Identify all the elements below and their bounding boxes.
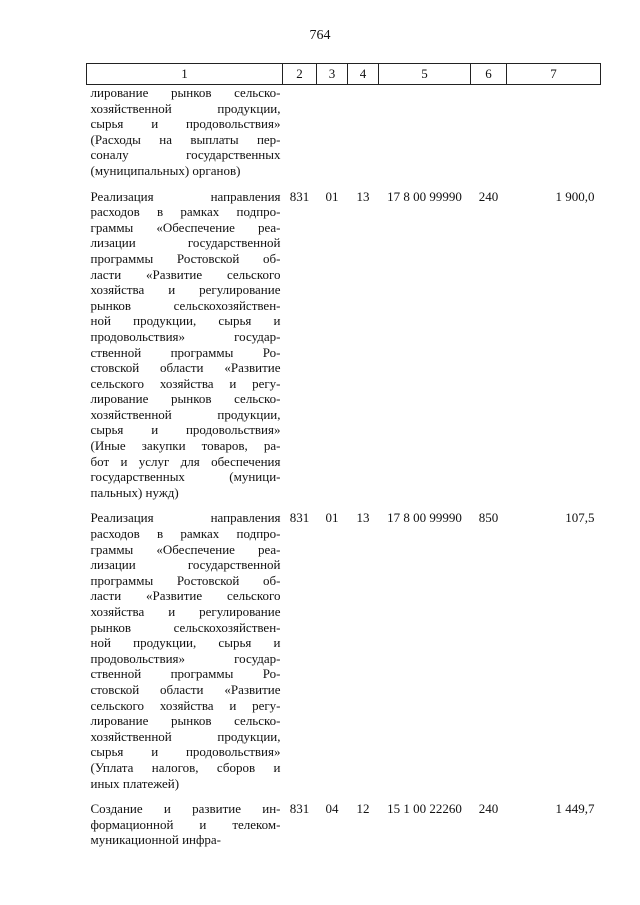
description-line: формационной и телеком- xyxy=(90,816,281,832)
page-number: 764 xyxy=(309,28,331,43)
cell-expense-type: 240 xyxy=(478,188,499,204)
description-line: рынков сельскохозяйствен- xyxy=(90,297,281,313)
description-line: ной продукции, сырья и xyxy=(90,635,281,651)
cell-amount: 1 900,0 xyxy=(555,188,595,204)
cell-expense-type: 850 xyxy=(478,510,499,526)
cell-section-code: 04 xyxy=(325,801,339,817)
description-line: расходов в рамках подпро- xyxy=(90,204,281,220)
table-header-row xyxy=(87,64,601,85)
description-line: сырья и продовольствия» xyxy=(90,744,281,760)
cell-target-article: 17 8 00 99990 xyxy=(387,188,462,204)
cell-ministry-code: 831 xyxy=(289,510,310,526)
cell-expense-type xyxy=(471,85,507,189)
cell-subsection-code: 12 xyxy=(356,801,370,817)
description-line: лирование рынков сельско- xyxy=(90,713,281,729)
description-line: граммы «Обеспечение реа- xyxy=(90,541,281,557)
cell-section-code xyxy=(317,85,348,189)
description-line: лирование рынков сельско- xyxy=(90,391,281,407)
description-line: лизации государственной xyxy=(90,235,281,251)
cell-subsection-code: 13 xyxy=(356,510,370,526)
table-row xyxy=(87,801,601,858)
cell-target-article xyxy=(379,85,471,189)
cell-expense-type: 240 xyxy=(478,801,499,817)
description-line: ной продукции, сырья и xyxy=(90,313,281,329)
cell-amount: 107,5 xyxy=(565,510,595,526)
description-line: бот и услуг для обеспечения xyxy=(90,453,281,469)
cell-section-code: 01 xyxy=(325,188,339,204)
cell-target-article: 15 1 00 22260 xyxy=(387,801,462,817)
description-line: хозяйства и регулирование xyxy=(90,604,281,619)
description-line: государственных (муници- xyxy=(90,469,281,485)
description-line: ласти «Развитие сельского xyxy=(90,588,281,604)
cell-subsection-code xyxy=(348,85,379,189)
description-line: (Уплата налогов, сборов и xyxy=(90,759,281,775)
row-description xyxy=(87,85,283,189)
cell-ministry-code: 831 xyxy=(289,801,310,817)
column-header: 4 xyxy=(348,64,379,85)
description-line: Реализация направления xyxy=(90,510,281,526)
description-line: продовольствия» государ- xyxy=(90,650,281,666)
description-line: рынков сельскохозяйствен- xyxy=(90,619,281,635)
table-row xyxy=(87,510,601,801)
description-line: хозяйственной продукции, xyxy=(90,100,281,116)
column-header: 3 xyxy=(317,64,348,85)
description-line: сельского хозяйства и регу- xyxy=(90,697,281,713)
cell-ministry-code: 831 xyxy=(289,188,310,204)
table-body xyxy=(87,85,601,858)
description-line: ственной программы Ро- xyxy=(90,344,281,360)
row-description xyxy=(87,801,283,858)
description-line: сырья и продовольствия» xyxy=(90,116,281,132)
description-line: хозяйственной продукции, xyxy=(90,728,281,744)
column-header: 1 xyxy=(87,64,283,85)
description-line: (Иные закупки товаров, ра- xyxy=(90,438,281,454)
cell-ministry-code xyxy=(283,85,317,189)
column-header: 2 xyxy=(283,64,317,85)
cell-subsection-code: 13 xyxy=(356,188,370,204)
column-header: 5 xyxy=(379,64,471,85)
cell-target-article: 17 8 00 99990 xyxy=(387,510,462,526)
description-line: сельского хозяйства и регу- xyxy=(90,375,281,391)
description-line: ласти «Развитие сельского xyxy=(90,266,281,282)
description-line: (Расходы на выплаты пер- xyxy=(90,131,281,147)
description-line: программы Ростовской об- xyxy=(90,250,281,266)
row-description xyxy=(87,189,283,511)
table-row xyxy=(87,85,601,189)
budget-table xyxy=(86,63,601,858)
table-row xyxy=(87,189,601,511)
description-line: хозяйственной продукции, xyxy=(90,406,281,422)
description-line: расходов в рамках подпро- xyxy=(90,526,281,542)
description-line: Создание и развитие ин- xyxy=(90,801,281,817)
row-description xyxy=(87,510,283,801)
description-line: лизации государственной xyxy=(90,557,281,573)
description-line: хозяйства и регулирование xyxy=(90,282,281,298)
description-line: граммы «Обеспечение реа- xyxy=(90,219,281,235)
description-line: ственной программы Ро- xyxy=(90,666,281,682)
description-line: программы Ростовской об- xyxy=(90,572,281,588)
description-line: продовольствия» государ- xyxy=(90,328,281,344)
column-header: 6 xyxy=(471,64,507,85)
description-line: муникационной инфра- xyxy=(90,832,222,848)
cell-amount xyxy=(507,85,601,189)
description-line: Реализация направления xyxy=(90,188,281,204)
description-line: сырья и продовольствия» xyxy=(90,422,281,438)
cell-amount: 1 449,7 xyxy=(555,801,595,817)
description-line: стовской области «Развитие xyxy=(90,681,281,697)
column-header: 7 xyxy=(507,64,601,85)
description-line: иных платежей) xyxy=(90,775,180,791)
description-line: (муниципальных) органов) xyxy=(90,162,241,178)
description-line: пальных) нужд) xyxy=(90,484,179,500)
description-line: стовской области «Развитие xyxy=(90,360,281,376)
description-line: соналу государственных xyxy=(90,147,281,163)
cell-section-code: 01 xyxy=(325,510,339,526)
description-line: лирование рынков сельско- xyxy=(90,85,281,100)
